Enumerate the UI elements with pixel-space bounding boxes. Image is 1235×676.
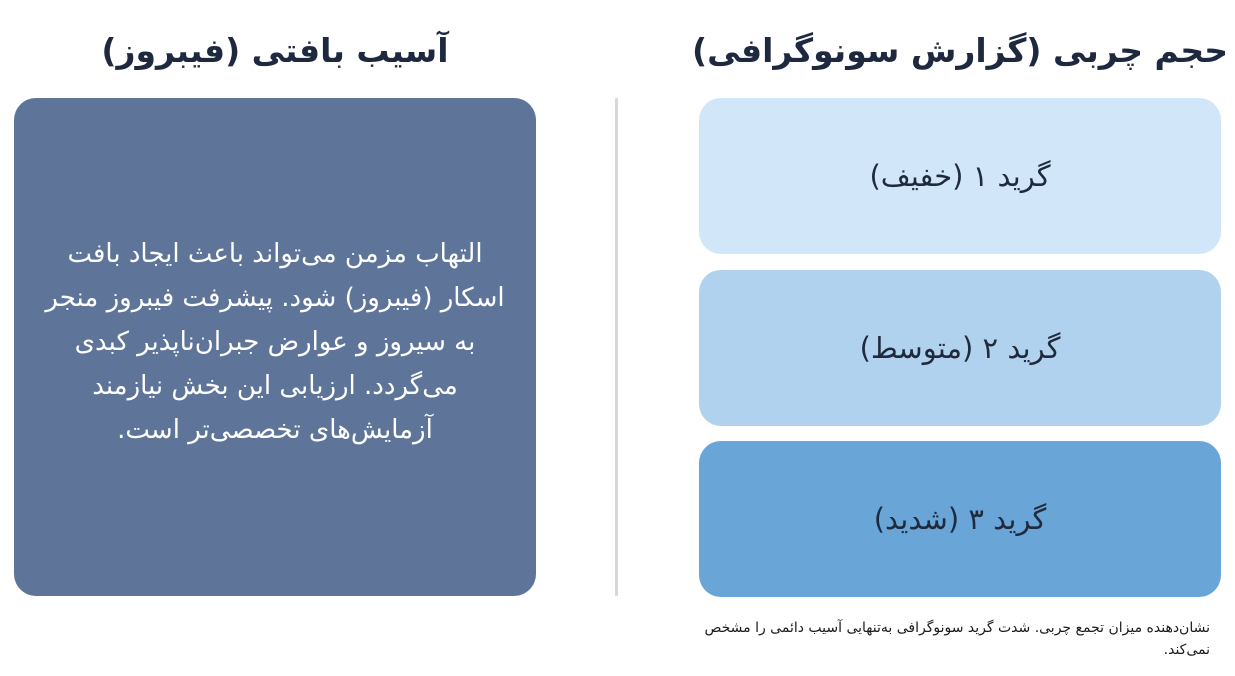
- tissue-damage-title: آسیب بافتی (فیبروز): [101, 31, 449, 70]
- column-divider: [615, 98, 618, 596]
- grade-3-box: [699, 441, 1221, 597]
- grade-1-box: [699, 98, 1221, 254]
- fat-volume-title: حجم چربی (گزارش سونوگرافی): [692, 31, 1228, 70]
- fibrosis-box: [14, 98, 536, 596]
- grade-2-label: گرید ۲ (متوسط): [859, 331, 1061, 365]
- ultrasound-note: نشان‌دهنده میزان تجمع چربی. شدت گرید سونوگرافی به‌تنهایی آسیب دائمی را مشخص نمی‌کند.: [704, 620, 1210, 658]
- fibrosis-description: التهاب مزمن می‌تواند باعث ایجاد بافت اسکار (فیبروز) شود. پیشرفت فیبروز منجر به سیروز و عوارض جبران‌ناپذیر کبدی می‌گردد. ارزیابی این بخش نیازمند آزمایش‌های تخصصی‌تر است.: [45, 239, 505, 445]
- grade-2-box: [699, 270, 1221, 426]
- grade-3-label: گرید ۳ (شدید): [873, 502, 1047, 536]
- grade-1-label: گرید ۱ (خفیف): [869, 159, 1051, 193]
